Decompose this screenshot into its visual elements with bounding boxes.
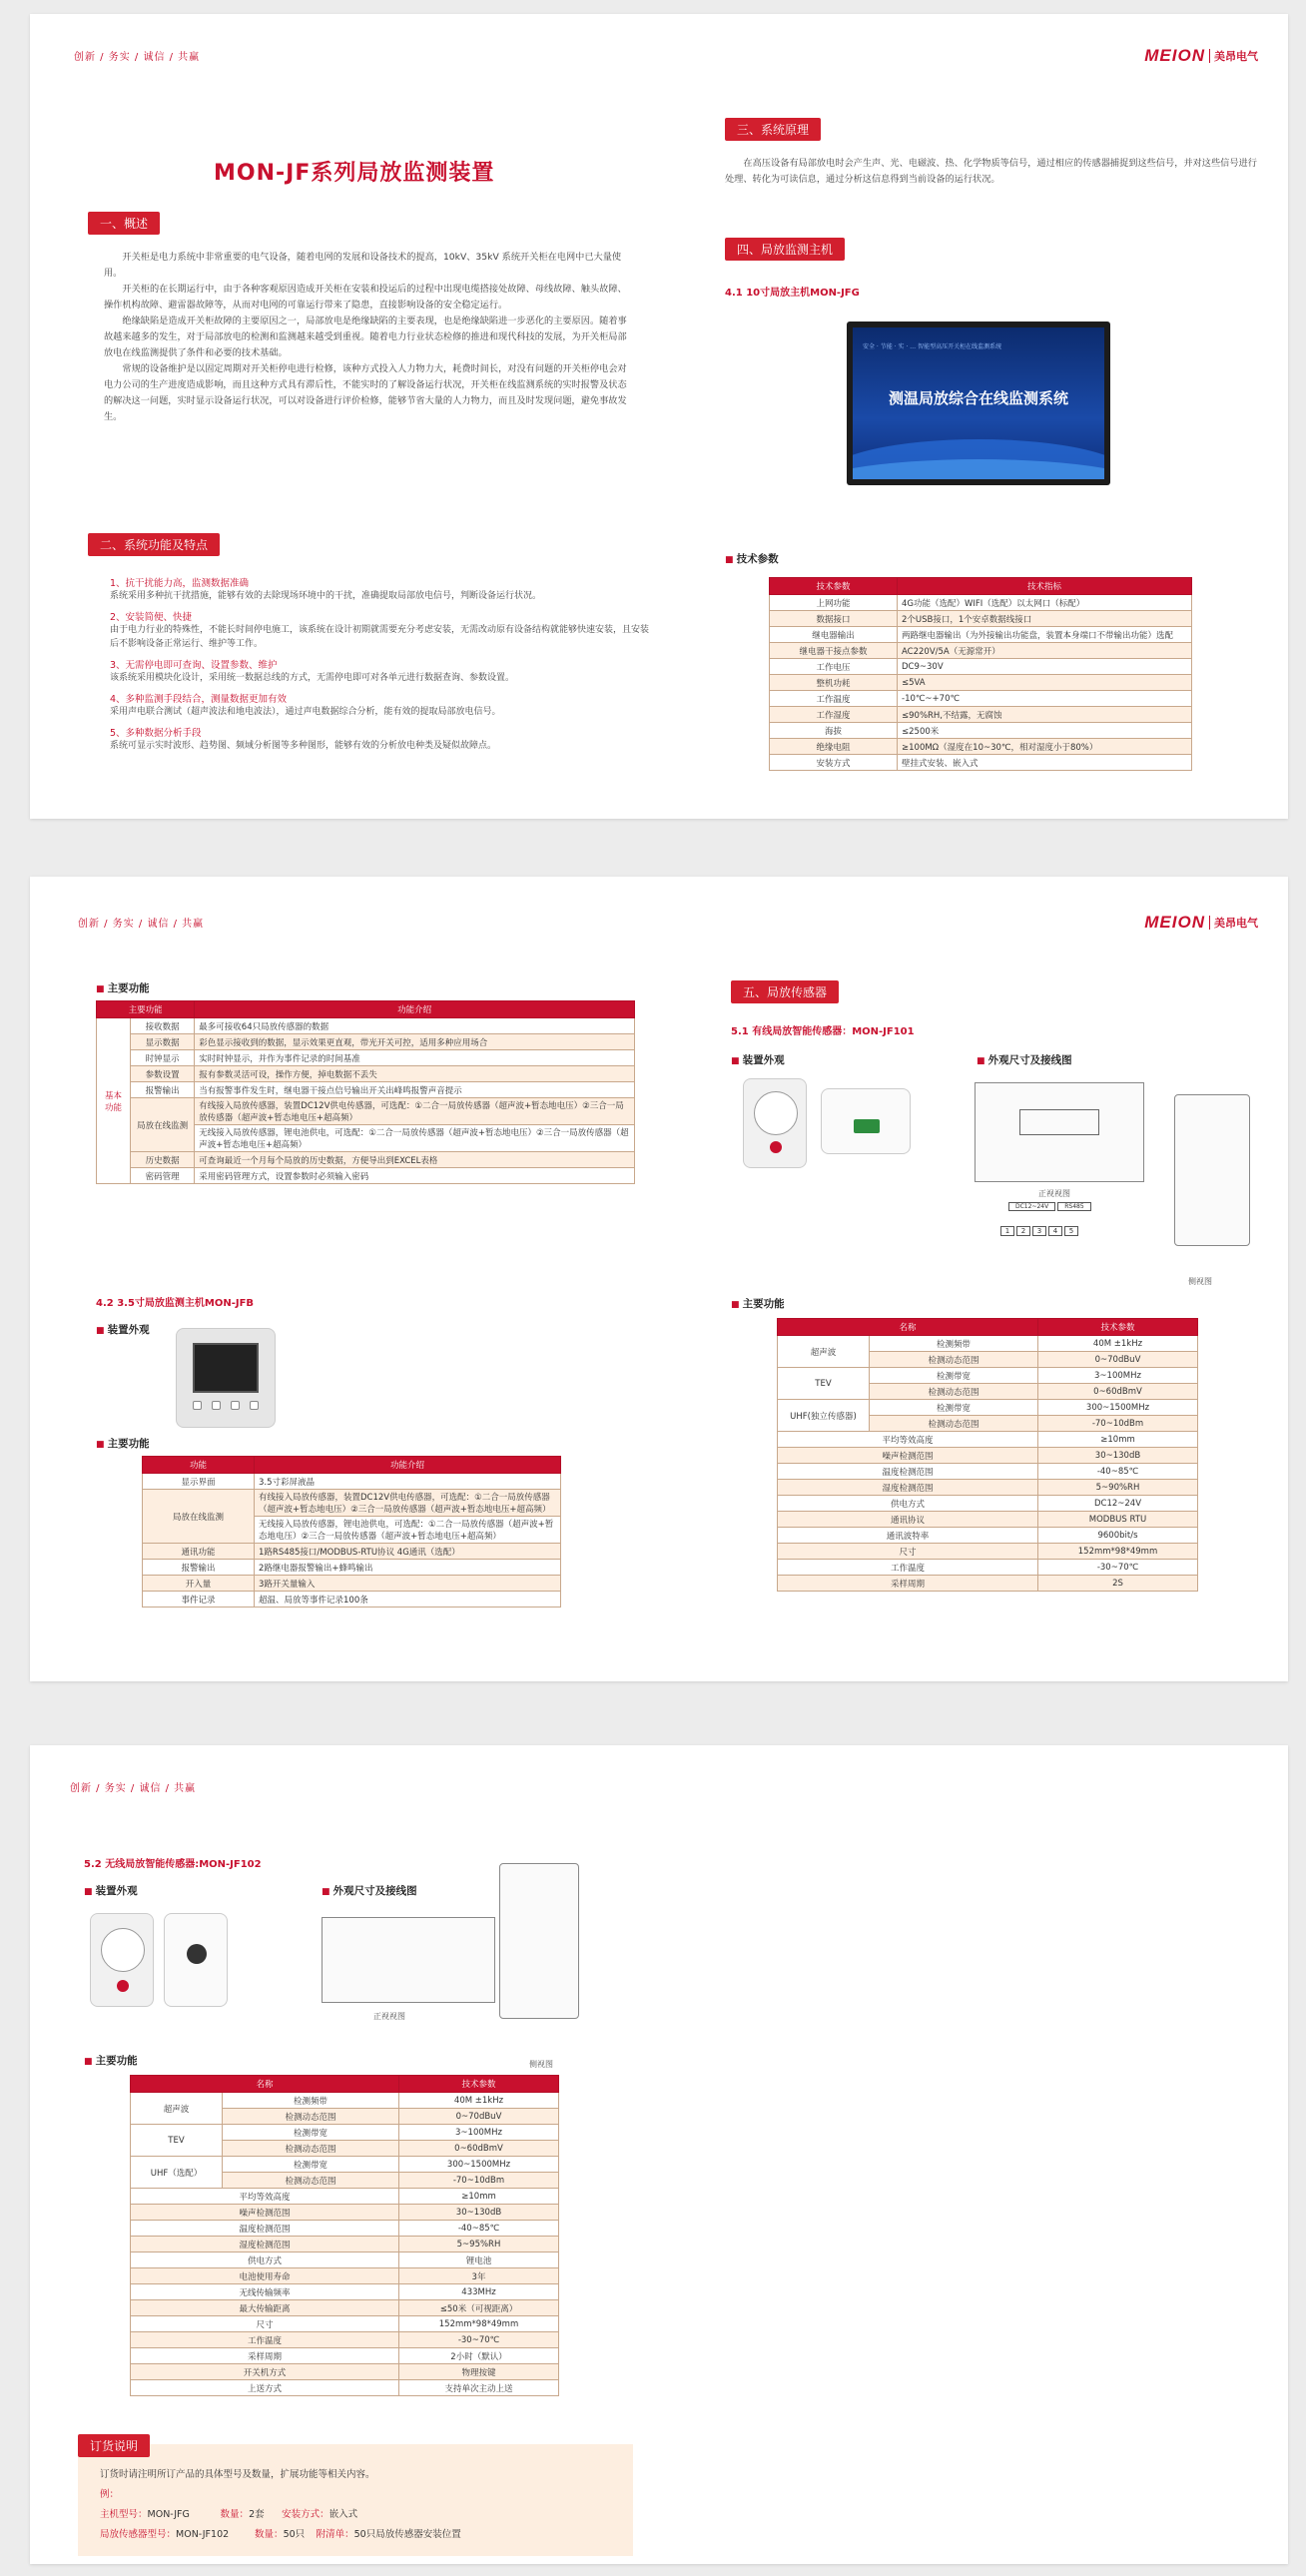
- table-row: [131, 2348, 559, 2364]
- section-host: 四、局放监测主机: [725, 238, 845, 261]
- param-value: ≤90%RH,不结露，无腐蚀: [898, 707, 1192, 723]
- func-desc: 无线接入局放传感器，锂电池供电，可选配：①二合一局放传感器（超声波+暂态地电压）②三合一局放传感器（超声波+暂态地电压+超高频）: [255, 1517, 561, 1544]
- spec-name: 采样周期: [778, 1576, 1038, 1592]
- spec-sub: 检测频带: [870, 1336, 1038, 1352]
- table-row: [778, 1496, 1198, 1512]
- side-view-caption: 侧视图: [529, 2060, 553, 2069]
- spec-value: 0~60dBmV: [399, 2141, 559, 2157]
- spec-group: UHF（选配）: [131, 2157, 223, 2189]
- table-row: [778, 1336, 1198, 1352]
- param-name: 工作电压: [770, 659, 898, 675]
- feature-desc: 采用声电联合测试（超声波法和地电波法），通过声电数据综合分析，能有效的提取局部放电信号。: [110, 707, 501, 717]
- order-label: 附清单：: [316, 2529, 354, 2540]
- brochure-page-1: [30, 14, 1288, 819]
- func-desc: 当有报警事件发生时，继电器干接点信号输出开关出峰鸣报警声音提示: [195, 1082, 635, 1098]
- wiring-power: DC12~24V: [1008, 1202, 1055, 1211]
- func-desc: 1路RS485接口/MODBUS-RTU协议 4G通讯（选配）: [255, 1544, 561, 1560]
- spec-value: 物理按键: [399, 2364, 559, 2380]
- front-view-drawing: [975, 1082, 1144, 1182]
- feature-title: 2、安装简便、快捷: [110, 612, 193, 623]
- feature-title: 3、无需停电即可查询、设置参数、维护: [110, 660, 278, 671]
- wiring-rs485: RS485: [1057, 1202, 1090, 1211]
- terminal: 1: [1000, 1226, 1014, 1236]
- spec-value: 0~60dBmV: [1038, 1384, 1198, 1400]
- spec-name: 平均等效高度: [778, 1432, 1038, 1448]
- spec-value: 40M ±1kHz: [1038, 1336, 1198, 1352]
- func-name: 接收数据: [131, 1018, 195, 1034]
- param-name: 海拔: [770, 723, 898, 739]
- spec-group: 超声波: [131, 2093, 223, 2125]
- dim-label: ■ 外观尺寸及接线图: [977, 1052, 1072, 1067]
- table-row: [778, 1480, 1198, 1496]
- table-row: [770, 691, 1192, 707]
- param-name: 安装方式: [770, 755, 898, 771]
- table-row: [770, 611, 1192, 627]
- feature-title: 1、抗干扰能力高，监测数据准确: [110, 578, 250, 589]
- table-row: [97, 1066, 635, 1082]
- table-row: [131, 2380, 559, 2396]
- table-row: [143, 1592, 561, 1608]
- side-view-drawing: [499, 1863, 579, 2019]
- spec-name: 最大传输距离: [131, 2300, 399, 2316]
- section-overview: 一、概述: [88, 212, 160, 235]
- brochure-page-2: [30, 877, 1288, 1681]
- param-value: AC220V/5A（无源常开）: [898, 643, 1192, 659]
- spec-sub: 检测动态范围: [870, 1416, 1038, 1432]
- spec-value: 3年: [399, 2268, 559, 2284]
- spec-value: 锂电池: [399, 2253, 559, 2268]
- appearance-label: ■ 装置外观: [731, 1052, 785, 1067]
- order-line-2: [100, 2526, 461, 2544]
- host-screen-image: [847, 322, 1110, 485]
- order-note: 订货时请注明所订产品的具体型号及数量，扩展功能等相关内容。: [100, 2469, 375, 2480]
- spec-name: 上送方式: [131, 2380, 399, 2396]
- overview-text: [104, 250, 633, 425]
- th-param: 技术参数: [770, 578, 898, 595]
- th-func-desc: 功能介绍: [195, 1001, 635, 1018]
- spec-value: ≥10mm: [399, 2189, 559, 2205]
- spec-value: -40~85℃: [399, 2221, 559, 2237]
- spec-name: 噪声检测范围: [131, 2205, 399, 2221]
- main-func-label-2: ■ 主要功能: [96, 1436, 150, 1451]
- table-row: [131, 2316, 559, 2332]
- section-features: 二、系统功能及特点: [88, 533, 220, 556]
- main-func-label: ■ 主要功能: [84, 2053, 138, 2068]
- order-line-1: [100, 2506, 357, 2524]
- spec-name: 尺寸: [131, 2316, 399, 2332]
- spec-value: -30~70℃: [399, 2332, 559, 2348]
- logo-cn: 美昂电气: [1214, 918, 1258, 930]
- param-value: ≤5VA: [898, 675, 1192, 691]
- param-value: 4G功能（选配）WIFI（选配）以太网口（标配）: [898, 595, 1192, 611]
- brochure-page-3: [30, 1745, 1288, 2564]
- spec-name: 通讯协议: [778, 1512, 1038, 1528]
- order-value: 50只: [283, 2529, 306, 2540]
- order-label: 主机型号：: [100, 2509, 148, 2520]
- jf102-spec-table: [130, 2075, 559, 2396]
- func-desc: 有线接入局放传感器，装置DC12V供电传感器，可选配：①二合一局放传感器（超声波+暂态地电压）②三合一局放传感器（超声波+暂态地电压+超高频）: [195, 1098, 635, 1125]
- section-principle: 三、系统原理: [725, 118, 821, 141]
- order-value: MON-JF102: [176, 2529, 230, 2540]
- spec-sub: 检测动态范围: [223, 2173, 399, 2189]
- table-row: [143, 1576, 561, 1592]
- logo: [1144, 913, 1258, 933]
- order-value: 50只局放传感器安装位置: [353, 2529, 461, 2540]
- spec-name: 温度检测范围: [131, 2221, 399, 2237]
- logo-brand: MEION: [1144, 913, 1205, 932]
- th-func: 主要功能: [97, 1001, 195, 1018]
- overview-para-3: 绝缘缺陷是造成开关柜故障的主要原因之一，局部放电是绝缘缺陷的主要表现，也是绝缘缺陷进一步恶化的主要原因。随着事故越来越多的发生，对于局部放电的检测和监测越来越受到重视。随着电力行业状态检修的推进和现代科技的发展，为开关柜局部放电在线监测提供了条件和必要的技术基础。: [104, 316, 627, 358]
- terminal: 3: [1032, 1226, 1046, 1236]
- jf101-spec-table: [777, 1318, 1198, 1592]
- spec-value: 300~1500MHz: [399, 2157, 559, 2173]
- feature-title: 5、多种数据分析手段: [110, 728, 202, 739]
- terminal: 4: [1048, 1226, 1062, 1236]
- func-desc: 2路继电器报警输出+蜂鸣输出: [255, 1560, 561, 1576]
- table-row: [778, 1528, 1198, 1544]
- subsection-5-1: 5.1 有线局放智能传感器：MON-JF101: [731, 1026, 915, 1037]
- table-row: [131, 2284, 559, 2300]
- spec-value: 5~90%RH: [1038, 1480, 1198, 1496]
- logo: [1144, 46, 1258, 66]
- spec-value: ≤50米（可视距离）: [399, 2300, 559, 2316]
- appearance-label: ■ 装置外观: [96, 1322, 150, 1337]
- jf102-sensor-image: [90, 1913, 154, 2007]
- spec-name: 电池使用寿命: [131, 2268, 399, 2284]
- func-name: 参数设置: [131, 1066, 195, 1082]
- table-row: [770, 675, 1192, 691]
- param-value: 两路继电器输出（为外接输出功能盘，装置本身端口不带输出功能）选配: [898, 627, 1192, 643]
- spec-group: TEV: [131, 2125, 223, 2157]
- spec-value: -30~70℃: [1038, 1560, 1198, 1576]
- func-table: [96, 1000, 635, 1184]
- param-value: -10℃~+70℃: [898, 691, 1192, 707]
- order-notes-box: [78, 2439, 633, 2556]
- table-row: [778, 1464, 1198, 1480]
- table-row: [131, 2221, 559, 2237]
- spec-name: 湿度检测范围: [778, 1480, 1038, 1496]
- order-title: 订货说明: [78, 2434, 150, 2457]
- spec-value: 30~130dB: [399, 2205, 559, 2221]
- spec-name: 采样周期: [131, 2348, 399, 2364]
- spec-sub: 检测频带: [223, 2093, 399, 2109]
- func-name: 局放在线监测: [131, 1098, 195, 1152]
- table-row: [778, 1544, 1198, 1560]
- front-view-drawing: [322, 1917, 495, 2003]
- front-view-caption: 正视视图: [1038, 1189, 1070, 1198]
- subsection-4-2: 4.2 3.5寸局放监测主机MON-JFB: [96, 1298, 255, 1309]
- table-row: [770, 595, 1192, 611]
- table-row: [778, 1560, 1198, 1576]
- spec-sub: 检测带宽: [870, 1400, 1038, 1416]
- front-view-caption: 正视视图: [373, 2012, 405, 2021]
- table-row: [770, 627, 1192, 643]
- spec-sub: 检测带宽: [223, 2125, 399, 2141]
- breadcrumb: 创新 / 务实 / 诚信 / 共赢: [70, 1783, 197, 1794]
- func-name: 局放在线监测: [143, 1490, 255, 1544]
- order-label: 数量：: [255, 2529, 284, 2540]
- func-name: 密码管理: [131, 1168, 195, 1184]
- spec-name: 供电方式: [131, 2253, 399, 2268]
- screen-top-text: 安全 · 节能 · 实 · … 智能型高压开关柜在线监测系统: [863, 343, 1002, 350]
- table-row: [778, 1512, 1198, 1528]
- table-row: [770, 755, 1192, 771]
- table-row: [770, 659, 1192, 675]
- table-row: [778, 1448, 1198, 1464]
- spec-sub: 检测动态范围: [870, 1352, 1038, 1368]
- table-row: [97, 1098, 635, 1125]
- th-name: 名称: [131, 2076, 399, 2093]
- func-name: 报警输出: [143, 1560, 255, 1576]
- table-row: [131, 2189, 559, 2205]
- spec-value: -70~10dBm: [399, 2173, 559, 2189]
- param-value: DC9~30V: [898, 659, 1192, 675]
- spec-name: 开关机方式: [131, 2364, 399, 2380]
- spec-sub: 检测动态范围: [223, 2109, 399, 2125]
- wiring-labels: [1008, 1202, 1091, 1211]
- feature-desc: 系统采用多种抗干扰措施，能够有效的去除现场环境中的干扰，准确提取局部放电信号，判断设备运行状况。: [110, 591, 542, 601]
- func-desc: 3.5寸彩屏液晶: [255, 1474, 561, 1490]
- spec-value: 40M ±1kHz: [399, 2093, 559, 2109]
- overview-para-1: 开关柜是电力系统中非常重要的电气设备，随着电网的发展和设备技术的提高，10kV、35kV 系统开关柜在电网中已大量使用。: [104, 252, 622, 279]
- func-desc: 采用密码管理方式，设置参数时必须输入密码: [195, 1168, 635, 1184]
- spec-value: 支持单次主动上送: [399, 2380, 559, 2396]
- main-func-label: ■ 主要功能: [96, 980, 150, 995]
- table-row: [97, 1168, 635, 1184]
- screen-title: 测温局放综合在线监测系统: [888, 389, 1068, 407]
- section-sensors: 五、局放传感器: [731, 980, 839, 1003]
- th-value: 技术指标: [898, 578, 1192, 595]
- feature-list: [110, 569, 649, 753]
- spec-value: 152mm*98*49mm: [1038, 1544, 1198, 1560]
- table-row: [770, 643, 1192, 659]
- spec-value: 2S: [1038, 1576, 1198, 1592]
- param-value: ≤2500米: [898, 723, 1192, 739]
- spec-sub: 检测带宽: [870, 1368, 1038, 1384]
- table-row: [97, 1152, 635, 1168]
- func-name: 历史数据: [131, 1152, 195, 1168]
- main-func-label: ■ 主要功能: [731, 1296, 785, 1311]
- table-row: [131, 2332, 559, 2348]
- func-name: 时钟显示: [131, 1050, 195, 1066]
- spec-value: MODBUS RTU: [1038, 1512, 1198, 1528]
- spec-value: 152mm*98*49mm: [399, 2316, 559, 2332]
- func-name: 显示数据: [131, 1034, 195, 1050]
- spec-value: ≥10mm: [1038, 1432, 1198, 1448]
- spec-group: UHF(独立传感器): [778, 1400, 870, 1432]
- table-row: [770, 707, 1192, 723]
- table-row: [131, 2253, 559, 2268]
- order-label: 局放传感器型号：: [100, 2529, 177, 2540]
- page-title: MON-JF系列局放监测装置: [214, 161, 495, 186]
- spec-group: TEV: [778, 1368, 870, 1400]
- spec-value: 3~100MHz: [1038, 1368, 1198, 1384]
- func-name: 事件记录: [143, 1592, 255, 1608]
- param-name: 继电器输出: [770, 627, 898, 643]
- jf101-sensor-image: [743, 1078, 807, 1168]
- order-value: 嵌入式: [328, 2509, 358, 2520]
- th-func2: 功能: [143, 1457, 255, 1474]
- order-label: 安装方式：: [282, 2509, 329, 2520]
- spec-value: -40~85℃: [1038, 1464, 1198, 1480]
- spec-value: 5~95%RH: [399, 2237, 559, 2253]
- func2-table: [142, 1456, 561, 1608]
- principle-text: 在高压设备有局部放电时会产生声、光、电磁波、热、化学物质等信号，通过相应的传感器捕捉到这些信号，并对这些信号进行处理、转化为可读信息，通过分析这信息得到当前设备的运行状况。: [725, 158, 1257, 185]
- param-name: 绝缘电阻: [770, 739, 898, 755]
- spec-sub: 检测动态范围: [870, 1384, 1038, 1400]
- feature-desc: 该系统采用模块化设计，采用统一数据总线的方式，无需停电即可对各单元进行数据查询、参数设置。: [110, 673, 515, 683]
- wiring-terminals: [1000, 1226, 1078, 1236]
- func-name: 开入量: [143, 1576, 255, 1592]
- table-row: [97, 1050, 635, 1066]
- table-row: [131, 2157, 559, 2173]
- spec-value: 0~70dBuV: [1038, 1352, 1198, 1368]
- terminal: 2: [1016, 1226, 1030, 1236]
- overview-para-4: 常规的设备维护是以固定周期对开关柜停电进行检修，该种方式投入人力物力大，耗费时间长，对没有问题的开关柜停电会对电力公司的生产进度造成影响，而且这种方式具有滞后性，不能实时的了解设备运行状况，开关柜在线监测系统的实时报警及状态的解决这一问题，实时显示设备运行状况，可以对设备进行评价检修，能够节省大量的人力物力，而且及时发现问题，避免事故发生。: [104, 363, 627, 422]
- func-desc: 有线接入局放传感器，装置DC12V供电传感器，可选配：①二合一局放传感器（超声波+暂态地电压）②三合一局放传感器（超声波+暂态地电压+超高频）: [255, 1490, 561, 1517]
- table-row: [778, 1400, 1198, 1416]
- th-spec: 技术参数: [1038, 1319, 1198, 1336]
- table-row: [131, 2237, 559, 2253]
- th-spec: 技术参数: [399, 2076, 559, 2093]
- table-row: [778, 1576, 1198, 1592]
- table-row: [131, 2125, 559, 2141]
- table-row: [131, 2093, 559, 2109]
- param-name: 工作湿度: [770, 707, 898, 723]
- spec-name: 尺寸: [778, 1544, 1038, 1560]
- order-example: 例：: [100, 2489, 120, 2500]
- spec-group: 超声波: [778, 1336, 870, 1368]
- func-desc: 实时时钟显示，并作为事件记录的时间基准: [195, 1050, 635, 1066]
- param-value: ≥100MΩ（湿度在10~30℃，相对湿度小于80%）: [898, 739, 1192, 755]
- table-row: [143, 1490, 561, 1517]
- tech-params-table: [769, 577, 1192, 771]
- param-name: 整机功耗: [770, 675, 898, 691]
- subsection-5-2: 5.2 无线局放智能传感器:MON-JF102: [84, 1859, 262, 1870]
- spec-value: 9600bit/s: [1038, 1528, 1198, 1544]
- spec-value: 2小时（默认）: [399, 2348, 559, 2364]
- feature-title: 4、多种监测手段结合，测量数据更加有效: [110, 694, 288, 705]
- spec-value: 3~100MHz: [399, 2125, 559, 2141]
- spec-name: 温度检测范围: [778, 1464, 1038, 1480]
- func-desc: 3路开关量输入: [255, 1576, 561, 1592]
- th-func2-desc: 功能介绍: [255, 1457, 561, 1474]
- func-desc: 可查询最近一个月每个局放的历史数据，方便导出到EXCEL表格: [195, 1152, 635, 1168]
- logo-cn: 美昂电气: [1214, 51, 1258, 63]
- table-row: [143, 1560, 561, 1576]
- param-name: 数据接口: [770, 611, 898, 627]
- spec-name: 工作温度: [778, 1560, 1038, 1576]
- breadcrumb: 创新 / 务实 / 诚信 / 共赢: [74, 52, 201, 63]
- table-row: [778, 1368, 1198, 1384]
- param-name: 上网功能: [770, 595, 898, 611]
- func-desc: 无线接入局放传感器，锂电池供电，可选配：①二合一局放传感器（超声波+暂态地电压）②三合一局放传感器（超声波+暂态地电压+超高频）: [195, 1125, 635, 1152]
- overview-para-2: 开关柜的在长期运行中，由于各种客观原因造成开关柜在安装和投运后的过程中出现电缆搭接处故障、母线故障、触头故障、操作机构故障、避雷器故障等，从而对电网的可靠运行带来了隐患，直接影响设备的安全稳定运行。: [104, 284, 627, 311]
- func-name: 显示界面: [143, 1474, 255, 1490]
- spec-value: 433MHz: [399, 2284, 559, 2300]
- logo-brand: MEION: [1144, 46, 1205, 65]
- jfb-device-image: [176, 1328, 276, 1428]
- table-row: [143, 1544, 561, 1560]
- jf101-sensor-back-image: [821, 1088, 911, 1154]
- tech-params-label: ■ 技术参数: [725, 551, 779, 566]
- param-name: 继电器干接点参数: [770, 643, 898, 659]
- func-name: 通讯功能: [143, 1544, 255, 1560]
- side-view-caption: 侧视图: [1188, 1277, 1212, 1286]
- terminal: 5: [1064, 1226, 1078, 1236]
- order-value: MON-JFG: [147, 2509, 190, 2520]
- func-desc: 最多可接收64只局放传感器的数据: [195, 1018, 635, 1034]
- side-view-drawing: [1174, 1094, 1250, 1246]
- spec-name: 湿度检测范围: [131, 2237, 399, 2253]
- table-row: [770, 723, 1192, 739]
- subsection-4-1: 4.1 10寸局放主机MON-JFG: [725, 288, 860, 299]
- spec-name: 噪声检测范围: [778, 1448, 1038, 1464]
- func-desc: 超温、局放等事件记录100条: [255, 1592, 561, 1608]
- spec-name: 平均等效高度: [131, 2189, 399, 2205]
- table-row: [97, 1018, 635, 1034]
- feature-desc: 由于电力行业的特殊性，不能长时间停电施工，该系统在设计初期就需要充分考虑安装，无需改动原有设备结构就能够快速安装，且安装后不影响设备正常运行、维护等工作。: [110, 625, 650, 649]
- table-row: [131, 2364, 559, 2380]
- spec-name: 供电方式: [778, 1496, 1038, 1512]
- spec-sub: 检测带宽: [223, 2157, 399, 2173]
- func-desc: 报有参数灵活可设，操作方便，掉电数据不丢失: [195, 1066, 635, 1082]
- param-name: 工作温度: [770, 691, 898, 707]
- dim-label: ■ 外观尺寸及接线图: [322, 1883, 417, 1898]
- order-label: 数量：: [220, 2509, 250, 2520]
- spec-name: 无线传输频率: [131, 2284, 399, 2300]
- spec-value: 30~130dB: [1038, 1448, 1198, 1464]
- func-group: 基本功能: [97, 1018, 131, 1184]
- spec-value: -70~10dBm: [1038, 1416, 1198, 1432]
- spec-value: DC12~24V: [1038, 1496, 1198, 1512]
- jf102-sensor-side-image: [164, 1913, 228, 2007]
- func-name: 报警输出: [131, 1082, 195, 1098]
- spec-value: 0~70dBuV: [399, 2109, 559, 2125]
- param-value: 壁挂式安装、嵌入式: [898, 755, 1192, 771]
- table-row: [131, 2205, 559, 2221]
- breadcrumb: 创新 / 务实 / 诚信 / 共赢: [78, 919, 205, 930]
- appearance-label: ■ 装置外观: [84, 1883, 138, 1898]
- feature-desc: 系统可显示实时波形、趋势图、频域分析图等多种图形，能够有效的分析放电种类及疑似故障点。: [110, 741, 497, 751]
- spec-value: 300~1500MHz: [1038, 1400, 1198, 1416]
- spec-name: 工作温度: [131, 2332, 399, 2348]
- table-row: [778, 1432, 1198, 1448]
- table-row: [97, 1034, 635, 1050]
- th-name: 名称: [778, 1319, 1038, 1336]
- spec-name: 通讯波特率: [778, 1528, 1038, 1544]
- table-row: [131, 2300, 559, 2316]
- table-row: [770, 739, 1192, 755]
- table-row: [143, 1474, 561, 1490]
- spec-sub: 检测动态范围: [223, 2141, 399, 2157]
- table-row: [97, 1082, 635, 1098]
- order-value: 2套: [249, 2509, 265, 2520]
- table-row: [131, 2268, 559, 2284]
- param-value: 2个USB接口，1个安卓数据线接口: [898, 611, 1192, 627]
- func-desc: 彩色显示接收到的数据，显示效果更直观，带光开关可控，适用多种应用场合: [195, 1034, 635, 1050]
